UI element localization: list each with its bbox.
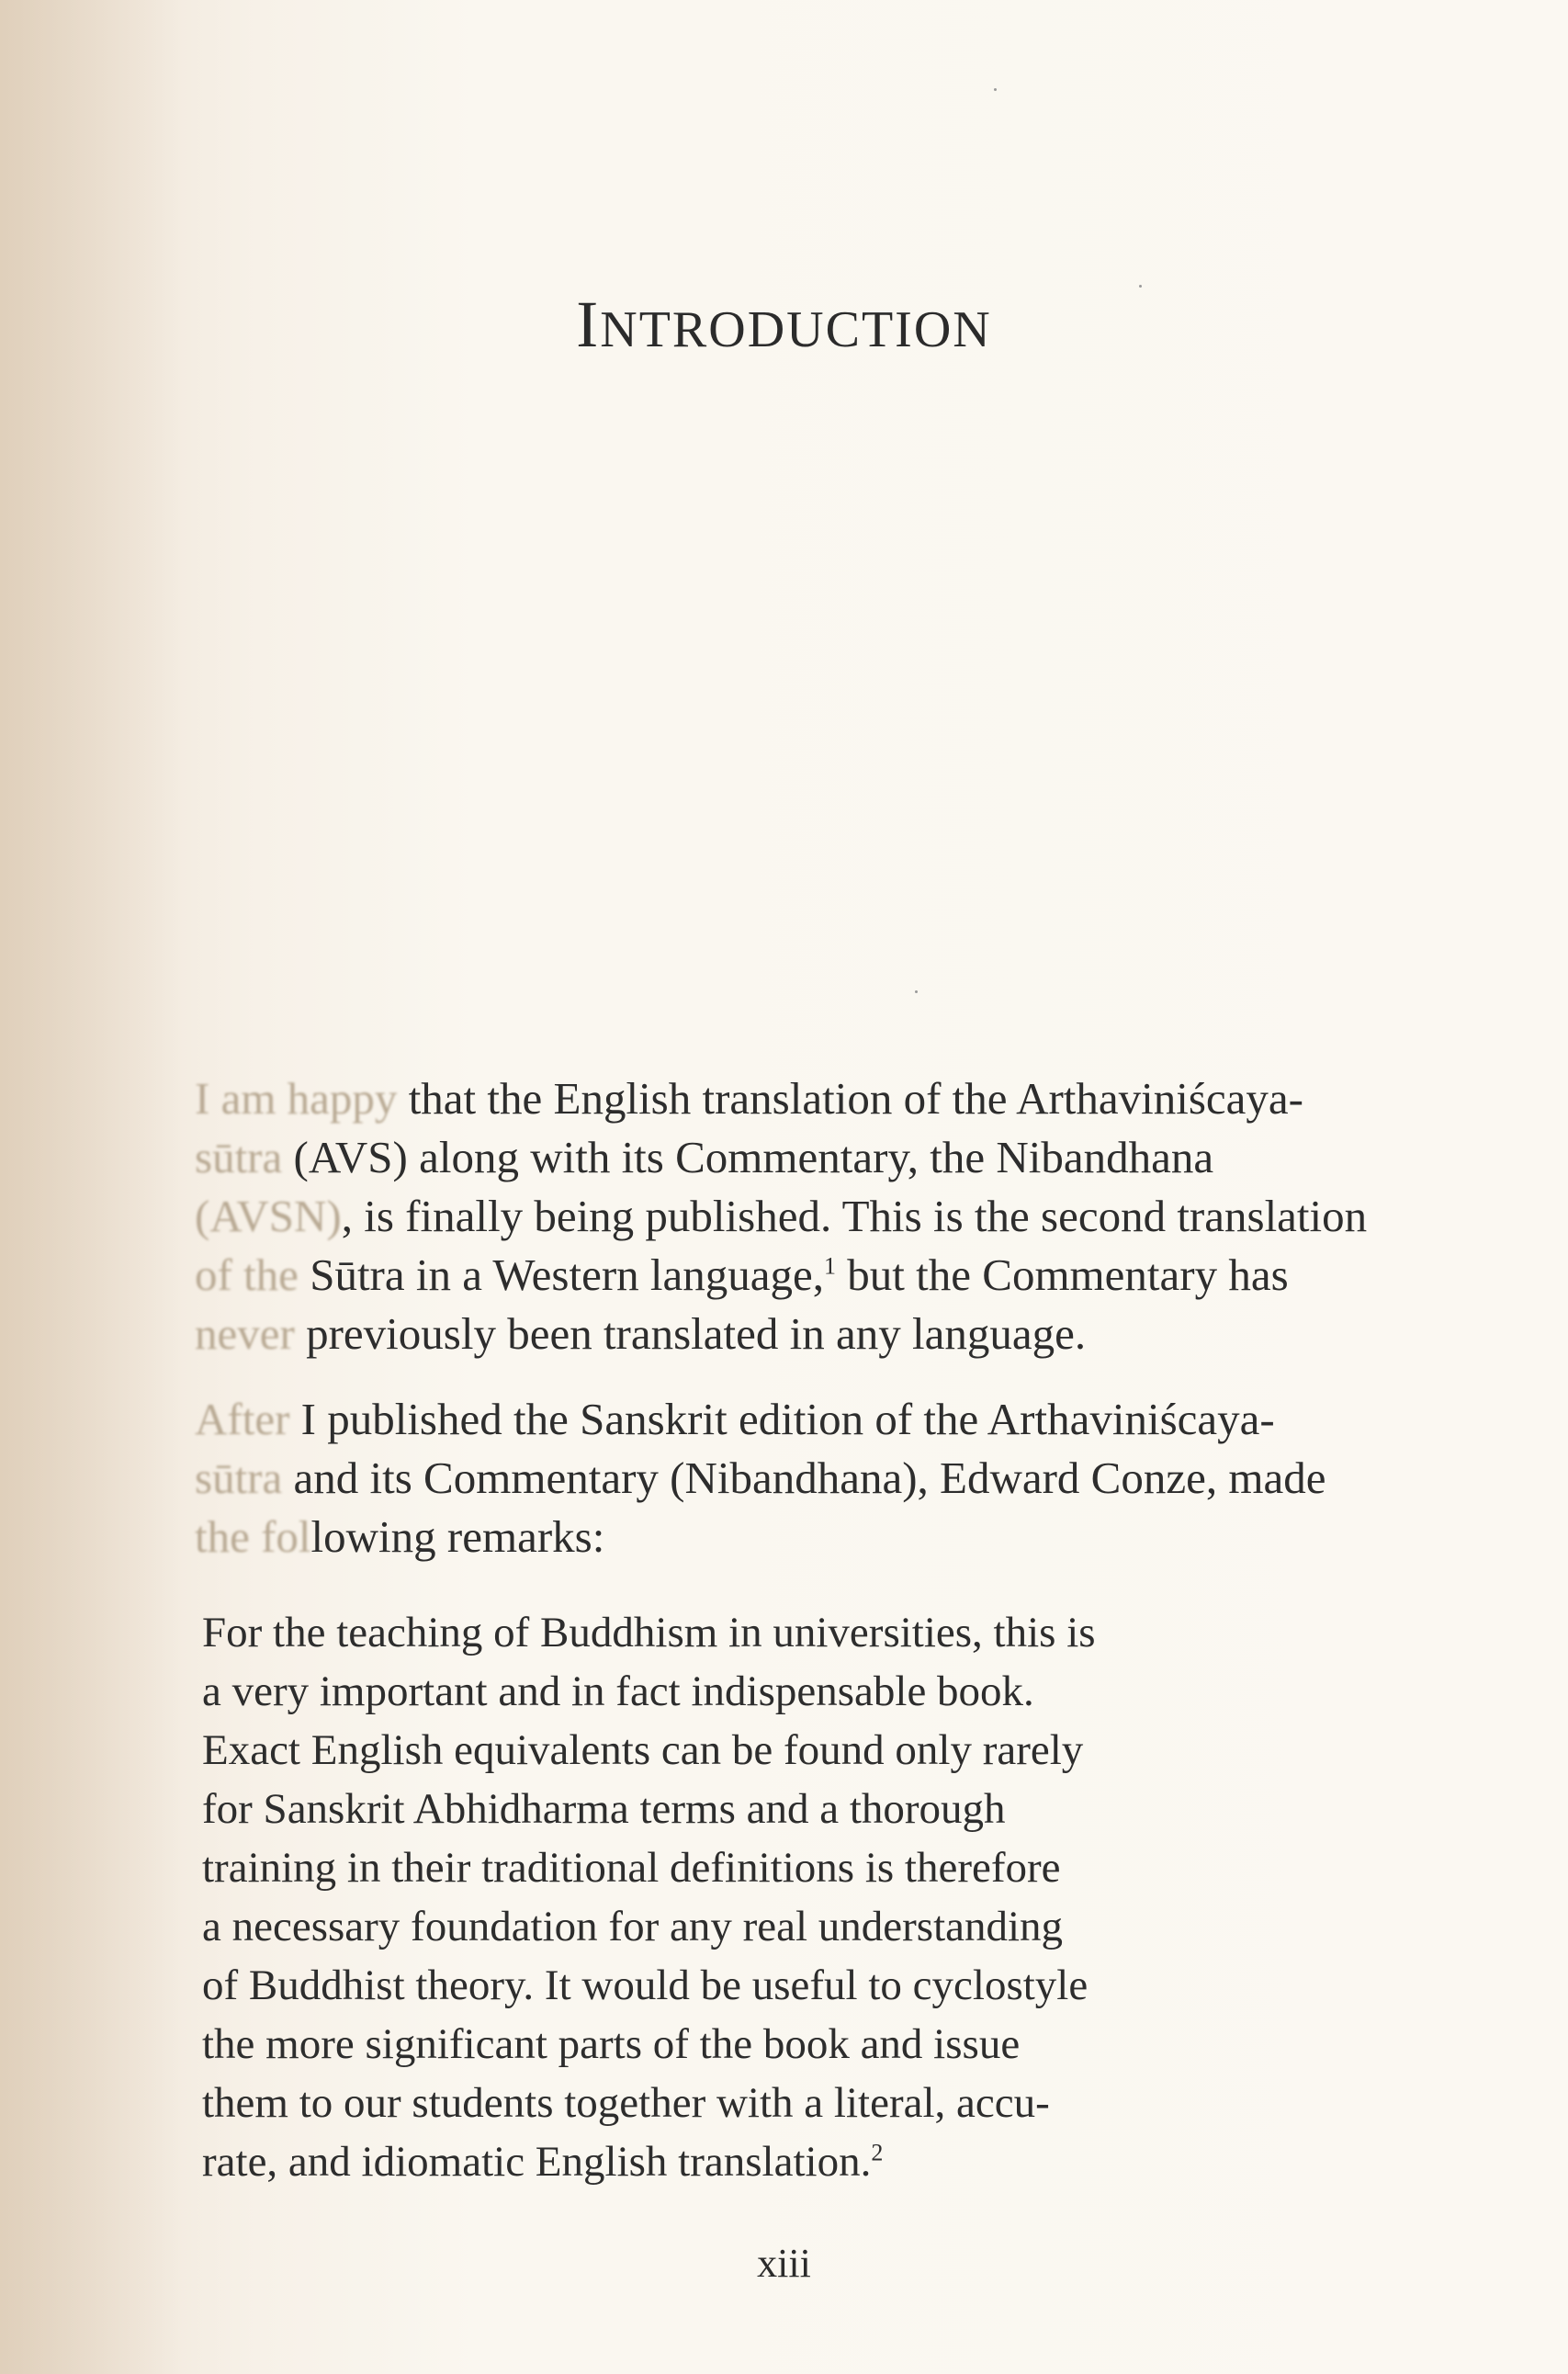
text-line — [195, 1069, 1459, 1128]
paper-speck — [915, 990, 918, 993]
chapter-title — [0, 287, 1568, 363]
line-text: previously been translated in any language. — [294, 1308, 1087, 1359]
paragraph-intro — [195, 1069, 1459, 1363]
quote-line: the more significant parts of the book and issue — [202, 2020, 1021, 2068]
quote-line: for Sanskrit Abhidharma terms and a thorough — [202, 1785, 1006, 1833]
quote-line: of Buddhist theory. It would be useful to cyclostyle — [202, 1961, 1089, 2009]
faded-text: After — [195, 1394, 290, 1444]
page-number: xiii — [757, 2241, 811, 2286]
faded-text: sūtra — [195, 1453, 283, 1503]
quote-line: a necessary foundation for any real understanding — [202, 1903, 1064, 1950]
line-text: (AVS) along with its Commentary, the Nibandhana — [282, 1132, 1214, 1182]
faded-text: sūtra — [195, 1132, 283, 1182]
line-text: Sūtra in a Western language, — [298, 1249, 825, 1300]
text-line — [195, 1246, 1459, 1305]
quote-line: For the teaching of Buddhism in universities, this is — [202, 1609, 1096, 1656]
quote-line: a very important and in fact indispensable book. — [202, 1667, 1034, 1715]
line-text: but the Commentary has — [836, 1249, 1289, 1300]
quote-line: Exact English equivalents can be found only rarely — [202, 1726, 1084, 1774]
faded-text: (AVSN) — [195, 1191, 342, 1241]
text-line — [195, 1390, 1459, 1449]
line-text: I published the Sanskrit edition of the Arthaviniścaya- — [289, 1394, 1275, 1444]
faded-text: of the — [195, 1249, 299, 1300]
line-text: , is finally being published. This is the second translation — [341, 1191, 1368, 1241]
quote-text: rate, and idiomatic English translation. — [202, 2138, 872, 2186]
faded-text: I am happy — [195, 1073, 398, 1124]
block-quote — [202, 1603, 1309, 2191]
line-text: and its Commentary (Nibandhana), Edward Conze, made — [282, 1453, 1326, 1503]
quote-line: them to our students together with a literal, accu- — [202, 2079, 1050, 2127]
faded-text: the fol — [195, 1511, 311, 1562]
paragraph-conze — [195, 1390, 1459, 1566]
footnote-marker: 1 — [824, 1252, 837, 1280]
text-line — [195, 1305, 1459, 1363]
title-initial: I — [576, 288, 601, 361]
text-line — [195, 1508, 1459, 1566]
footnote-marker: 2 — [871, 2139, 884, 2166]
title-rest: NTRODUCTION — [600, 301, 992, 358]
quote-line — [202, 2132, 1309, 2191]
faded-text: never — [195, 1308, 295, 1359]
quote-line: training in their traditional definitions is therefore — [202, 1844, 1061, 1892]
text-line — [195, 1128, 1459, 1187]
line-text: lowing remarks: — [310, 1511, 605, 1562]
paper-speck — [994, 88, 997, 91]
text-line — [195, 1187, 1459, 1246]
text-line — [195, 1449, 1459, 1508]
line-text: that the English translation of the Arthaviniścaya- — [397, 1073, 1303, 1124]
